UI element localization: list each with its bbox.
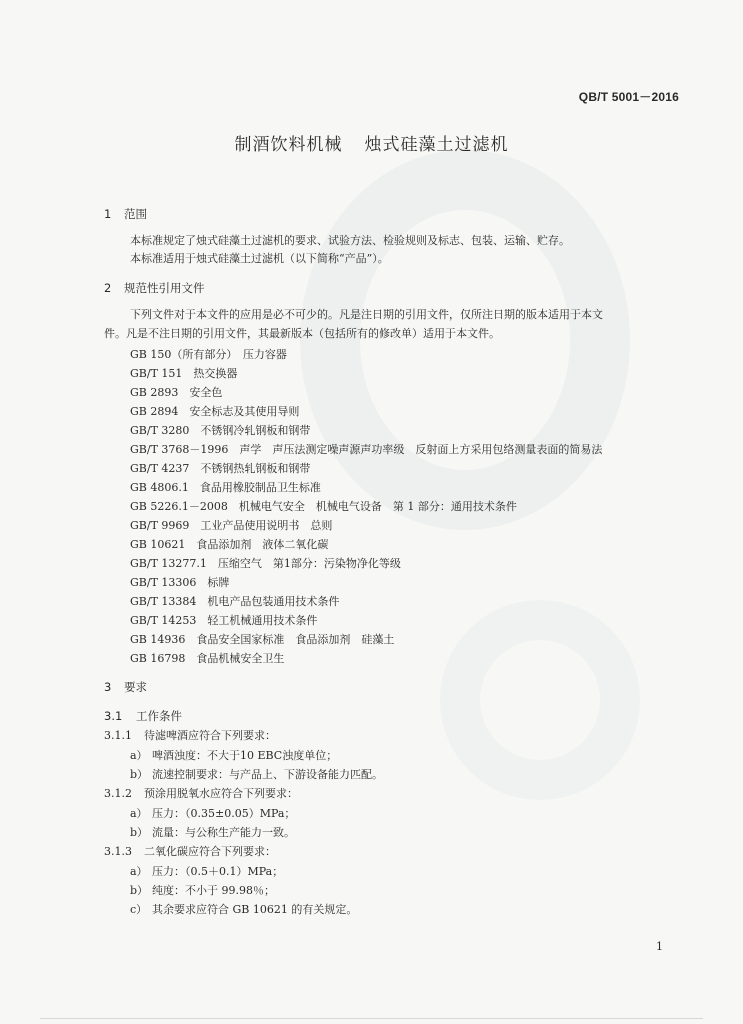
section-title: 规范性引用文件 — [124, 281, 205, 295]
watermark-emblem-lower — [440, 600, 640, 800]
list-item — [130, 747, 337, 763]
reference-item: GB 2894 安全标志及其使用导则 — [130, 405, 300, 418]
clause-3-1-3 — [104, 843, 276, 859]
section-title: 范围 — [124, 207, 147, 221]
clause-text: 预涂用脱氧水应符合下列要求： — [144, 787, 298, 800]
reference-item: GB/T 9969 工业产品使用说明书 总则 — [130, 519, 333, 532]
section-title: 要求 — [124, 680, 147, 694]
reference-item: GB 4806.1 食品用橡胶制品卫生标准 — [130, 481, 321, 494]
list-item-text: 压力：（0.5＋0.1）MPa； — [152, 865, 284, 878]
subsection-3-1-heading — [104, 708, 182, 724]
list-item-label: a） — [130, 865, 148, 878]
reference-item: GB 5226.1－2008 机械电气安全 机械电气设备 第 1 部分：通用技术条件 — [130, 500, 517, 513]
list-item-label: a） — [130, 749, 148, 762]
list-item — [130, 863, 283, 879]
clause-text: 待滤啤酒应符合下列要求： — [144, 729, 276, 742]
list-item — [130, 805, 295, 821]
title-part2: 烛式硅藻土过滤机 — [364, 135, 509, 155]
section-1-para-1: 本标准规定了烛式硅藻土过滤机的要求、试验方法、检验规则及标志、包装、运输、贮存。 — [130, 234, 570, 247]
reference-item: GB 16798 食品机械安全卫生 — [130, 652, 285, 665]
section-number: 2 — [104, 281, 112, 295]
list-item-label: b） — [130, 884, 149, 897]
section-1-heading — [104, 206, 147, 222]
list-item-text: 流速控制要求：与产品上、下游设备能力匹配。 — [152, 768, 383, 781]
subsection-number: 3.1 — [104, 709, 123, 723]
title-part1: 制酒饮料机械 — [234, 135, 343, 155]
document-title — [0, 130, 743, 155]
reference-item: GB/T 13277.1 压缩空气 第1部分：污染物净化等级 — [130, 557, 401, 570]
reference-item: GB 150（所有部分） 压力容器 — [130, 348, 287, 361]
reference-item: GB/T 4237 不锈钢热轧钢板和钢带 — [130, 462, 311, 475]
reference-item: GB/T 13384 机电产品包装通用技术条件 — [130, 595, 340, 608]
clause-number: 3.1.3 — [104, 845, 132, 858]
reference-item: GB/T 151 热交换器 — [130, 367, 238, 380]
list-item-text: 其余要求应符合 GB 10621 的有关规定。 — [152, 903, 358, 916]
list-item-text: 啤酒浊度：不大于10 EBC浊度单位； — [152, 749, 338, 762]
list-item-label: a） — [130, 807, 148, 820]
clause-3-1-1 — [104, 727, 276, 743]
list-item-text: 压力：（0.35±0.05）MPa； — [152, 807, 296, 820]
section-number: 1 — [104, 207, 112, 221]
reference-item: GB/T 3280 不锈钢冷轧钢板和钢带 — [130, 424, 311, 437]
section-2-intro-line-1: 下列文件对于本文件的应用是必不可少的。凡是注日期的引用文件，仅所注日期的版本适用于本文 — [130, 308, 603, 321]
reference-item: GB 10621 食品添加剂 液体二氧化碳 — [130, 538, 329, 551]
list-item — [130, 824, 295, 840]
list-item-text: 流量：与公称生产能力一致。 — [152, 826, 295, 839]
reference-item: GB/T 13306 标牌 — [130, 576, 230, 589]
reference-item: GB 14936 食品安全国家标准 食品添加剂 硅藻土 — [130, 633, 395, 646]
list-item-label: c） — [130, 903, 148, 916]
list-item — [130, 766, 383, 782]
clause-text: 二氧化碳应符合下列要求： — [144, 845, 276, 858]
clause-number: 3.1.1 — [104, 729, 132, 742]
list-item — [130, 901, 357, 917]
reference-item: GB 2893 安全色 — [130, 386, 223, 399]
section-2-heading — [104, 280, 205, 296]
list-item — [130, 882, 275, 898]
list-item-label: b） — [130, 768, 149, 781]
standard-code: QB/T 5001－2016 — [578, 90, 679, 104]
section-2-intro-line-2: 件。凡是不注日期的引用文件，其最新版本（包括所有的修改单）适用于本文件。 — [104, 327, 500, 340]
reference-item: GB/T 14253 轻工机械通用技术条件 — [130, 614, 318, 627]
list-item-text: 纯度：不小于 99.98％； — [152, 884, 275, 897]
scan-edge-line — [40, 1018, 703, 1019]
reference-item: GB/T 3768－1996 声学 声压法测定噪声源声功率级 反射面上方采用包络测量表面的简易法 — [130, 443, 603, 456]
page-number: 1 — [656, 940, 663, 953]
section-number: 3 — [104, 680, 112, 694]
section-1-para-2: 本标准适用于烛式硅藻土过滤机（以下简称“产品”）。 — [130, 252, 389, 265]
clause-number: 3.1.2 — [104, 787, 132, 800]
list-item-label: b） — [130, 826, 149, 839]
clause-3-1-2 — [104, 785, 298, 801]
subsection-title: 工作条件 — [136, 709, 182, 723]
section-3-heading — [104, 679, 147, 695]
